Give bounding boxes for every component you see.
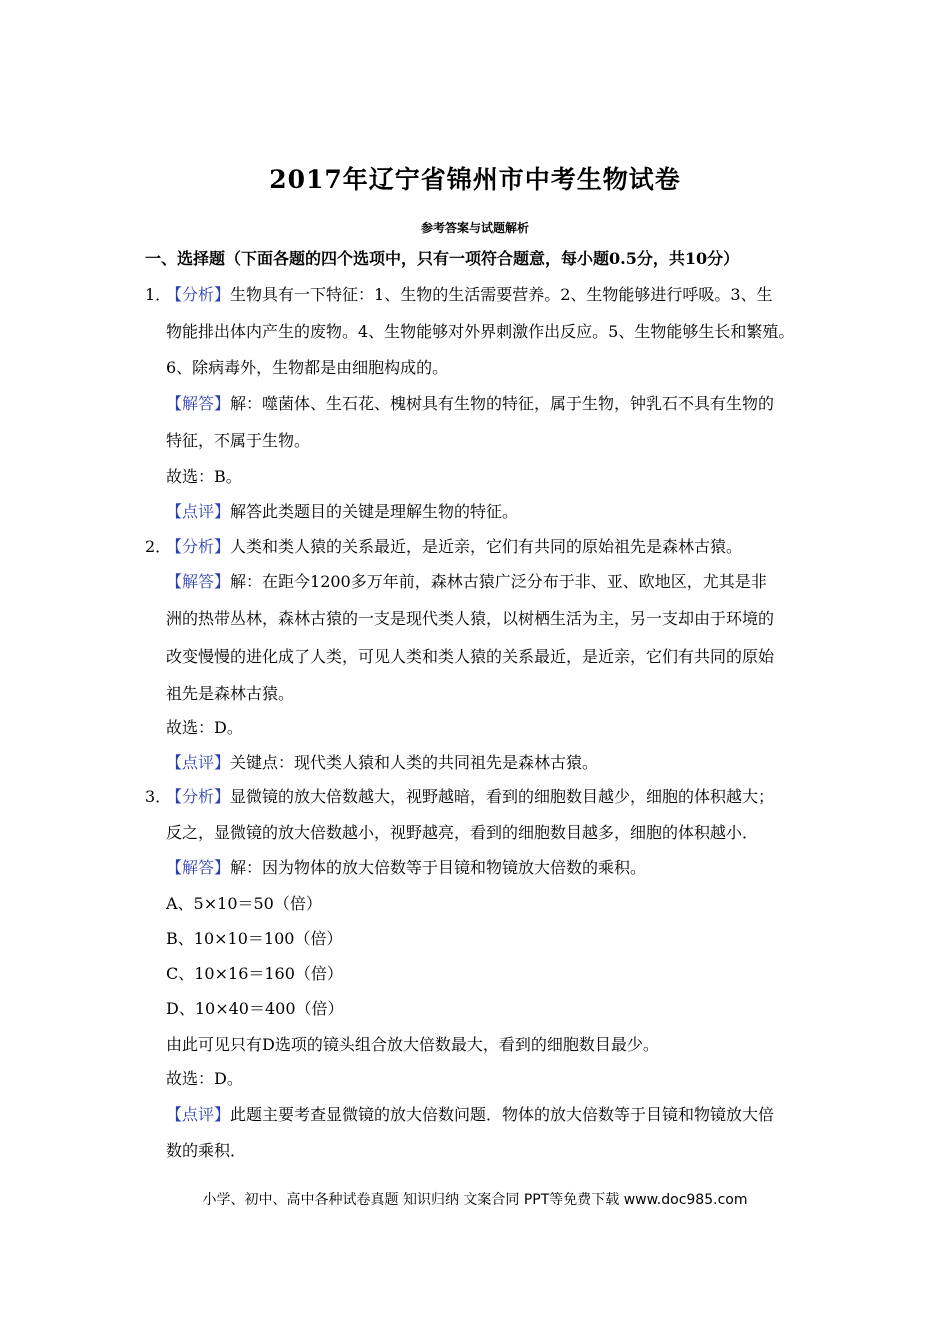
q3-analysis-line-2: 反之，显微镜的放大倍数越小，视野越亮，看到的细胞数目越多，细胞的体积越小． [166, 823, 759, 842]
q2-choice: 故选：D。 [166, 718, 243, 737]
answer-text: 解：噬菌体、生石花、槐树具有生物的特征，属于生物，钟乳石不具有生物的 [230, 394, 775, 413]
q1-answer-line-1 [166, 393, 774, 415]
q3-conclusion: 由此可见只有D选项的镜头组合放大倍数最大，看到的细胞数目最少。 [166, 1035, 659, 1054]
section-heading: 一、选择题（下面各题的四个选项中，只有一项符合题意，每小题0.5分，共10分） [145, 249, 740, 268]
comment-text: 此题主要考查显微镜的放大倍数问题．物体的放大倍数等于目镜和物镜放大倍 [230, 1105, 775, 1124]
footer-text: 小学、初中、高中各种试卷真题 知识归纳 文案合同 PPT等免费下载 www.doc985.com [202, 1192, 748, 1208]
analysis-tag: 【分析】 [166, 787, 231, 806]
q2-answer-line-1 [166, 571, 767, 593]
q2-comment [166, 752, 598, 774]
question-number: 3． [145, 787, 172, 806]
q3-answer-line-1 [166, 857, 646, 879]
comment-tag: 【点评】 [166, 502, 231, 521]
q2-answer-line-4: 祖先是森林古猿。 [166, 684, 295, 703]
q3-option-a: A、5×10＝50（倍） [166, 894, 322, 913]
analysis-tag: 【分析】 [166, 285, 231, 304]
analysis-tag: 【分析】 [166, 537, 231, 556]
q1-analysis-line-2: 物能排出体内产生的废物。4、生物能够对外界刺激作出反应。5、生物能够生长和繁殖。 [166, 322, 795, 341]
q2-answer-line-3: 改变慢慢的进化成了人类，可见人类和类人猿的关系最近，是近亲，它们有共同的原始 [166, 647, 775, 666]
analysis-text: 人类和类人猿的关系最近，是近亲，它们有共同的原始祖先是森林古猿。 [230, 537, 743, 556]
q1-answer-line-2: 特征，不属于生物。 [166, 431, 311, 450]
answer-text: 解：在距今1200多万年前，森林古猿广泛分布于非、亚、欧地区，尤其是非 [230, 572, 767, 591]
q1-choice: 故选：B。 [166, 467, 242, 486]
question-number: 1． [145, 285, 172, 304]
q3-choice: 故选：D。 [166, 1069, 243, 1088]
analysis-text: 生物具有一下特征：1、生物的生活需要营养。2、生物能够进行呼吸。3、生 [230, 285, 773, 304]
comment-tag: 【点评】 [166, 753, 231, 772]
page-subtitle: 参考答案与试题解析 [420, 221, 529, 235]
comment-text: 关键点：现代类人猿和人类的共同祖先是森林古猿。 [230, 753, 599, 772]
answer-tag: 【解答】 [166, 394, 231, 413]
q3-comment-line-1 [166, 1104, 774, 1126]
answer-tag: 【解答】 [166, 858, 231, 877]
answer-tag: 【解答】 [166, 572, 231, 591]
comment-tag: 【点评】 [166, 1105, 231, 1124]
analysis-text: 显微镜的放大倍数越大，视野越暗，看到的细胞数目越少，细胞的体积越大； [230, 787, 775, 806]
q1-analysis-line-1 [166, 284, 773, 306]
q3-option-d: D、10×40＝400（倍） [166, 999, 344, 1018]
q1-comment [166, 501, 518, 523]
question-number: 2． [145, 537, 172, 556]
comment-text: 解答此类题目的关键是理解生物的特征。 [230, 502, 519, 521]
q2-analysis [166, 536, 742, 558]
q3-analysis-line-1 [166, 786, 774, 808]
q3-comment-line-2: 数的乘积． [166, 1141, 247, 1160]
page-title: 2017年辽宁省锦州市中考生物试卷 [269, 165, 681, 194]
answer-text: 解：因为物体的放大倍数等于目镜和物镜放大倍数的乘积。 [230, 858, 647, 877]
q2-answer-line-2: 洲的热带丛林，森林古猿的一支是现代类人猿，以树栖生活为主，另一支却由于环境的 [166, 609, 775, 628]
q1-analysis-line-3: 6、除病毒外，生物都是由细胞构成的。 [166, 358, 449, 377]
q3-option-c: C、10×16＝160（倍） [166, 964, 343, 983]
q3-option-b: B、10×10＝100（倍） [166, 929, 343, 948]
